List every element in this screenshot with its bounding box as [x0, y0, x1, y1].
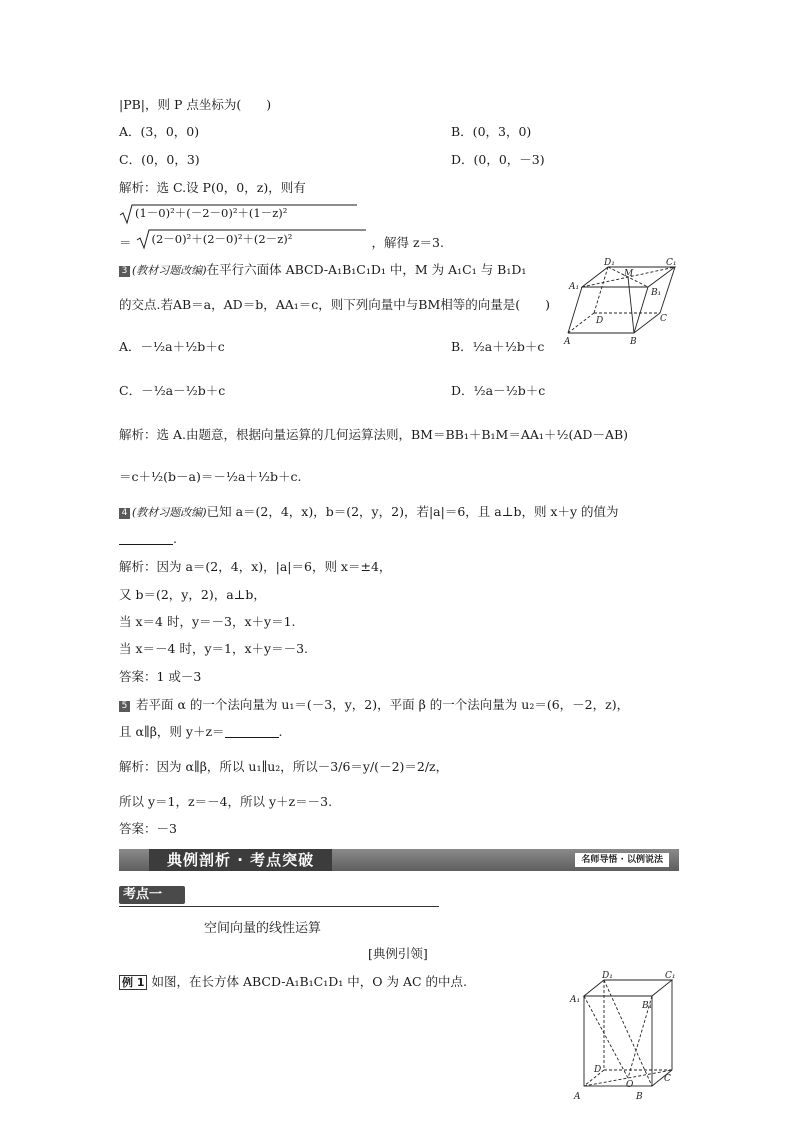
- option-d: D．½a－½b＋c: [451, 383, 546, 398]
- answer-blank-line: .: [119, 531, 177, 547]
- svg-text:D₁: D₁: [604, 258, 615, 268]
- svg-text:A: A: [574, 1092, 581, 1102]
- option-b: B．(0，3，0): [451, 124, 532, 139]
- option-a: A．(3，0，0): [119, 124, 200, 139]
- question-5-text: 且 α∥β，则 y＋z＝ .: [119, 724, 283, 739]
- solution-line: 当 x＝4 时，y＝－3，x＋y＝1.: [119, 614, 296, 629]
- svg-text:B₁: B₁: [642, 1001, 653, 1011]
- svg-text:B₁: B₁: [651, 288, 662, 298]
- answer-line: 答案：－3: [119, 821, 177, 836]
- divider: [119, 906, 439, 907]
- question-3: 3 (教材习题改编)在平行六面体 ABCD-A₁B₁C₁D₁ 中，M 为 A₁C₁ 与 B₁D₁: [119, 262, 526, 279]
- option-c: C．(0，0，3): [119, 152, 200, 167]
- question-text: |PB|，则 P 点坐标为( ): [119, 97, 272, 112]
- solution-line: 解析：因为 α∥β，所以 u₁∥u₂，所以－3/6＝y/(－2)＝2/z，: [119, 759, 449, 774]
- svg-text:M: M: [624, 269, 634, 279]
- svg-text:D: D: [594, 1065, 602, 1075]
- solution-line: 解析：因为 a＝(2，4，x)，|a|＝6，则 x＝±4，: [119, 559, 392, 574]
- svg-text:B: B: [630, 337, 637, 347]
- svg-text:C₁: C₁: [665, 971, 676, 981]
- option-a: A．－½a＋½b＋c: [119, 339, 225, 354]
- svg-text:D₁: D₁: [602, 971, 613, 981]
- svg-text:A₁: A₁: [570, 995, 581, 1005]
- cuboid-figure: [566, 968, 684, 1103]
- svg-text:C: C: [664, 1074, 671, 1084]
- question-number-badge: 4: [119, 508, 130, 519]
- solution-line: ＝c＋½(b－a)＝－½a＋½b＋c.: [119, 469, 302, 484]
- example-1: 例 1 如图，在长方体 ABCD-A₁B₁C₁D₁ 中，O 为 AC 的中点.: [119, 974, 467, 990]
- parallelepiped-figure: [560, 255, 685, 347]
- solution-line: 解析：选 A.由题意，根据向量运算的几何运算法则，BM＝BB₁＋B₁M＝AA₁＋½(AD－AB): [119, 427, 629, 442]
- section-banner-subtitle: 名师导悟 · 以例说法: [575, 853, 669, 867]
- solution-line: 当 x＝－4 时，y＝1，x＋y＝－3.: [119, 641, 309, 656]
- question-3-text: 的交点.若AB＝a，AD＝b，AA₁＝c，则下列向量中与BM相等的向量是( ): [119, 297, 550, 312]
- answer-blank: [225, 725, 279, 738]
- solution-line: 解析：选 C.设 P(0，0，z)，则有: [119, 180, 306, 195]
- section-banner-title: 典例剖析 · 考点突破: [149, 849, 332, 871]
- svg-text:A: A: [564, 337, 571, 347]
- sqrt-equation: ＝ (2－0)²＋(2－0)²＋(2－z)² ，解得 z＝3.: [119, 231, 444, 251]
- option-c: C．－½a－½b＋c: [119, 383, 226, 398]
- example-heading: [典例引领]: [368, 946, 428, 961]
- question-5: 5 若平面 α 的一个法向量为 u₁＝(－3，y，2)，平面 β 的一个法向量为 u₂＝(6，－2，z)，: [119, 697, 629, 713]
- question-number-badge: 5: [119, 701, 130, 712]
- example-badge: 例 1: [119, 975, 147, 990]
- option-d: D．(0，0，－3): [451, 152, 545, 167]
- option-b: B．½a＋½b＋c: [451, 339, 545, 354]
- svg-text:A₁: A₁: [569, 282, 580, 292]
- svg-text:C: C: [660, 314, 667, 324]
- topic-title: 空间向量的线性运算: [204, 921, 322, 936]
- section-banner: [119, 849, 679, 871]
- svg-text:O: O: [626, 1080, 634, 1090]
- topic-badge: 考点一: [119, 886, 185, 904]
- question-number-badge: 3: [119, 266, 130, 277]
- question-4: 4 (教材习题改编)已知 a＝(2，4，x)，b＝(2，y，2)，若|a|＝6，且 a⊥b，则 x＋y 的值为: [119, 504, 619, 521]
- svg-text:C₁: C₁: [666, 258, 677, 268]
- solution-line: 又 b＝(2，y，2)，a⊥b，: [119, 587, 266, 602]
- answer-blank: [119, 532, 173, 545]
- solution-line: 所以 y＝1，z＝－4，所以 y＋z＝－3.: [119, 794, 333, 809]
- svg-text:D: D: [596, 316, 604, 326]
- svg-text:B: B: [636, 1092, 643, 1102]
- answer-line: 答案：1 或－3: [119, 669, 202, 684]
- sqrt-expression: (1－0)²＋(－2－0)²＋(1－z)²: [119, 205, 271, 221]
